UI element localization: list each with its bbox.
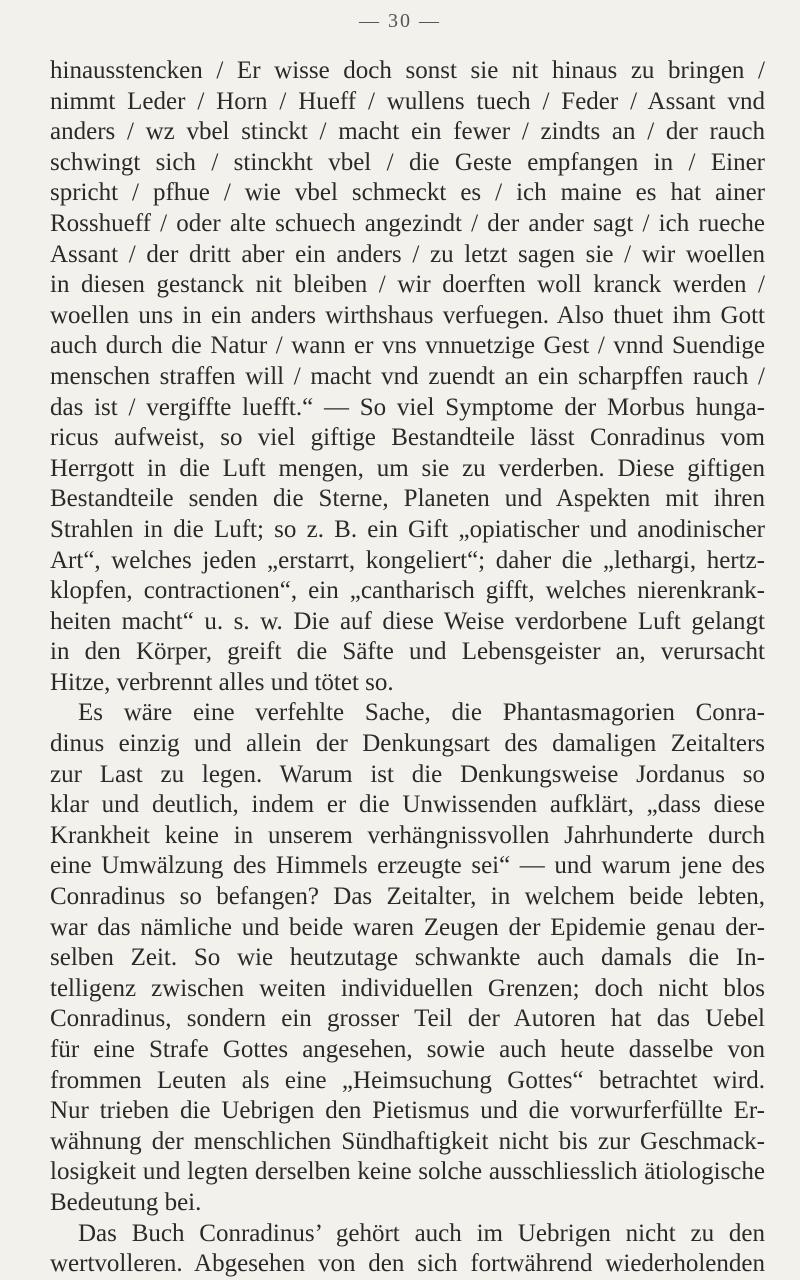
- text-line: Nur trieben die Uebrigen den Pietismus und die vorwurferfüllte Er-: [50, 1097, 765, 1125]
- text-line: das ist / vergiffte luefft.“ — So viel Symptome der Morbus hunga-: [50, 393, 765, 421]
- text-line: woellen uns in ein anders wirthshaus verfuegen. Also thuet ihm Gott: [50, 301, 765, 329]
- text-line: Es wäre eine verfehlte Sache, die Phantasmagorien Conra-: [78, 699, 765, 727]
- text-line: Bedeutung bei.: [50, 1188, 202, 1216]
- text-line: ricus aufweist, so viel giftige Bestandteile lässt Conradinus vom: [50, 424, 765, 452]
- text-line: Krankheit keine in unserem verhängnissvollen Jahrhunderte durch: [50, 821, 765, 849]
- text-line: nimmt Leder / Horn / Hueff / wullens tuech / Feder / Assant vnd: [50, 87, 765, 115]
- text-line: war das nämliche und beide waren Zeugen der Epidemie genau der-: [50, 913, 765, 941]
- text-line: Conradinus so befangen? Das Zeitalter, in welchem beide lebten,: [50, 883, 765, 911]
- text-line: Strahlen in die Luft; so z. B. ein Gift „opiatischer und anodinischer: [50, 515, 765, 543]
- text-line: selben Zeit. So wie heutzutage schwankte auch damals die In-: [50, 944, 765, 972]
- text-line: wähnung der menschlichen Sündhaftigkeit nicht bis zur Geschmack-: [50, 1127, 765, 1155]
- text-line: telligenz zwischen weiten individuellen Grenzen; doch nicht blos: [50, 974, 765, 1002]
- text-line: Bestandteile senden die Sterne, Planeten und Aspekten mit ihren: [50, 485, 765, 513]
- body-text: [50, 56, 765, 1280]
- text-line: frommen Leuten als eine „Heimsuchung Gottes“ betrachtet wird.: [50, 1066, 765, 1094]
- text-line: eine Umwälzung des Himmels erzeugte sei“ — und warum jene des: [50, 852, 765, 880]
- text-line: Assant / der dritt aber ein anders / zu letzt sagen sie / wir woellen: [50, 240, 765, 268]
- text-line: menschen straffen will / macht vnd zuendt an ein scharpffen rauch /: [50, 362, 765, 390]
- text-line: klar und deutlich, indem er die Unwissenden aufklärt, „dass diese: [50, 791, 765, 819]
- text-line: in den Körper, greift die Säfte und Lebensgeister an, verursacht: [50, 638, 765, 666]
- text-line: spricht / pfhue / wie vbel schmeckt es / ich maine es hat ainer: [50, 179, 765, 207]
- text-line: Conradinus, sondern ein grosser Teil der Autoren hat das Uebel: [50, 1005, 765, 1033]
- page-number: — 30 —: [359, 10, 441, 32]
- text-line: heiten macht“ u. s. w. Die auf diese Weise verdorbene Luft gelangt: [50, 607, 765, 635]
- text-line: in diesen gestanck nit bleiben / wir doerften woll kranck werden /: [50, 271, 765, 299]
- text-line: auch durch die Natur / wann er vns vnnuetzige Gest / vnnd Suendige: [50, 332, 765, 360]
- text-line: hinausstencken / Er wisse doch sonst sie nit hinaus zu bringen /: [50, 57, 765, 84]
- text-line: klopfen, contractionen“, ein „cantharisch gifft, welches nierenkrank-: [50, 577, 765, 605]
- text-line: Art“, welches jeden „erstarrt, kongeliert“; daher die „lethargi, hertz-: [50, 546, 765, 574]
- text-line: wertvolleren. Abgesehen von den sich fortwährend wiederholenden: [50, 1250, 765, 1278]
- text-line: Rosshueff / oder alte schuech angezindt / der ander sagt / ich rueche: [50, 209, 765, 237]
- text-line: Das Buch Conradinus’ gehört auch im Uebrigen nicht zu den: [78, 1219, 765, 1247]
- text-line: dinus einzig und allein der Denkungsart des damaligen Zeitalters: [50, 730, 765, 758]
- text-line: Herrgott in die Luft mengen, um sie zu verderben. Diese giftigen: [50, 454, 765, 482]
- text-line: für eine Strafe Gottes angesehen, sowie auch heute dasselbe von: [50, 1036, 765, 1063]
- text-line: Hitze, verbrennt alles und tötet so.: [50, 668, 394, 696]
- text-line: losigkeit und legten derselben keine solche ausschliesslich ätiologische: [50, 1158, 765, 1186]
- text-line: zur Last zu legen. Warum ist die Denkungsweise Jordanus so: [50, 760, 765, 788]
- text-line: schwingt sich / stinckht vbel / die Geste empfangen in / Einer: [50, 148, 765, 176]
- text-line: anders / wz vbel stinckt / macht ein fewer / zindts an / der rauch: [50, 118, 765, 146]
